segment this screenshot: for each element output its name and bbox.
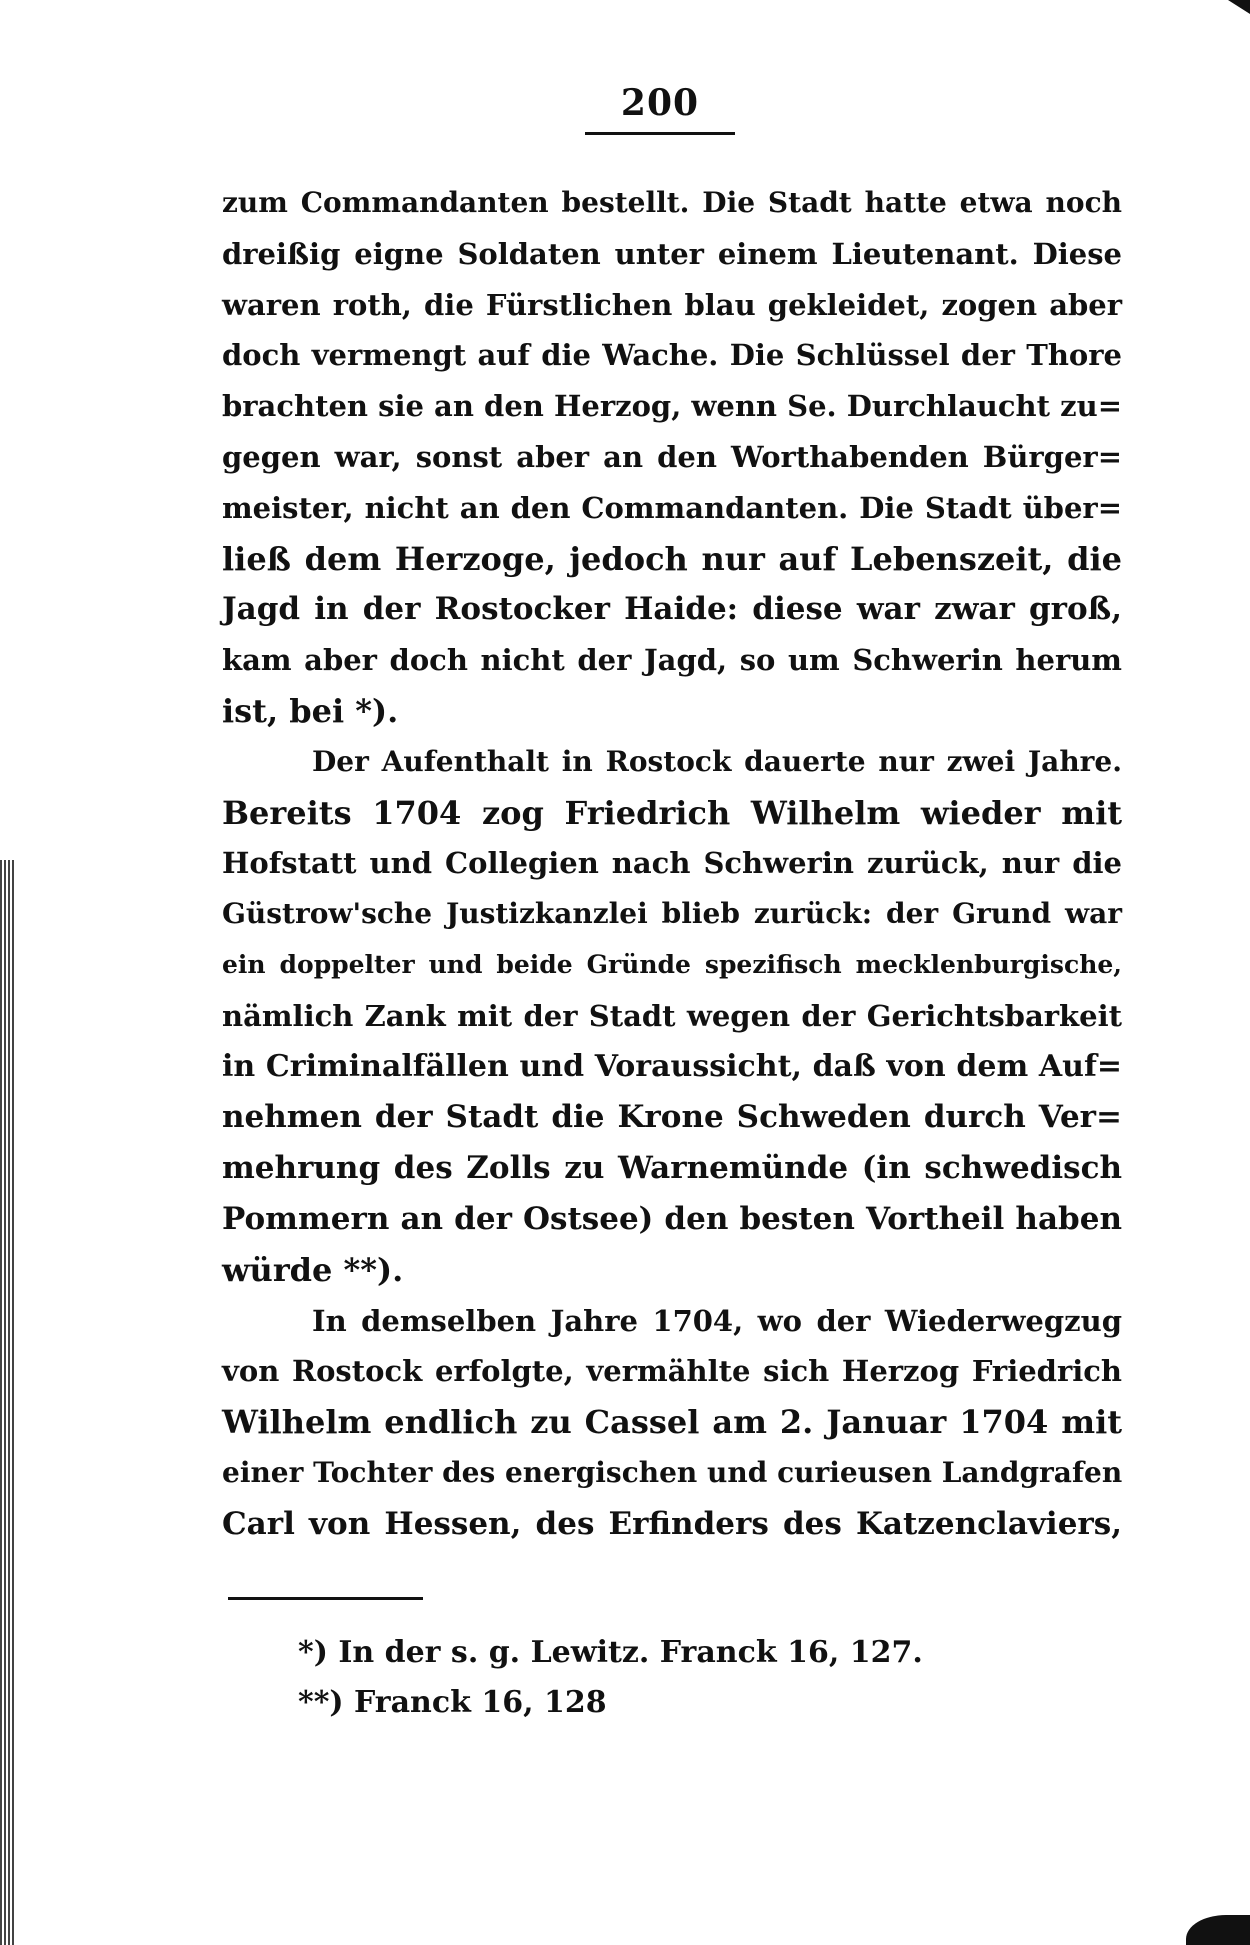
text-line: Der Aufenthalt in Rostock dauerte nur zwei Jahre. [312,744,1122,778]
text-line: doch vermengt auf die Wache. Die Schlüssel der Thore [222,338,1122,373]
text-line: Hofstatt und Collegien nach Schwerin zurück, nur die [222,846,1122,881]
text-line: Güstrow'sche Justizkanzlei blieb zurück: der Grund war [222,897,1122,931]
text-line: meister, nicht an den Commandanten. Die Stadt über= [222,490,1122,525]
footnotes [298,1628,998,1728]
body-text [222,178,1122,1550]
text-line: kam aber doch nicht der Jagd, so um Schwerin herum [222,643,1122,678]
text-line: ließ dem Herzoge, jedoch nur auf Lebenszeit, die [222,539,1122,578]
text-line: Carl von Hessen, des Erfinders des Katzenclaviers, [222,1505,1122,1542]
text-line: gegen war, sonst aber an den Worthabenden Bürger= [222,439,1122,474]
text-line: Jagd in der Rostocker Haide: diese war zwar groß, [222,591,1122,628]
text-line: in Criminalfällen und Voraussicht, daß von dem Auf= [222,1048,1122,1084]
text-line: waren roth, die Fürstlichen blau gekleidet, zogen aber [222,287,1122,322]
corner-blot [1186,1915,1250,1945]
text-line: zum Commandanten bestellt. Die Stadt hatte etwa noch [222,186,1122,219]
text-line: Pommern an der Ostsee) den besten Vortheil haben [222,1200,1122,1237]
text-line: würde **). [222,1250,404,1289]
binding-edge [0,860,14,1945]
text-line: Wilhelm endlich zu Cassel am 2. Januar 1704 mit [222,1403,1122,1442]
text-line: ein doppelter und beide Gründe spezifisch mecklenburgische, [222,949,1122,979]
page-number-rule [585,132,735,135]
text-line: einer Tochter des energischen und curieusen Landgrafen [222,1455,1123,1489]
corner-mark [1228,0,1250,14]
text-line: brachten sie an den Herzog, wenn Se. Durchlaucht zu= [222,389,1122,424]
text-line: In demselben Jahre 1704, wo der Wiederwegzug [312,1303,1122,1338]
text-line: mehrung des Zolls zu Warnemünde (in schwedisch [222,1150,1122,1187]
text-line: von Rostock erfolgte, vermählte sich Herzog Friedrich [222,1354,1122,1389]
page-number: 200 [620,82,700,124]
text-line: ist, bei *). [222,691,399,730]
footnote-rule [228,1597,423,1600]
text-line: nämlich Zank mit der Stadt wegen der Gerichtsbarkeit [222,998,1122,1033]
footnote: **) Franck 16, 128 [298,1685,607,1720]
footnote: *) In der s. g. Lewitz. Franck 16, 127. [298,1635,923,1670]
text-line: dreißig eigne Soldaten unter einem Lieutenant. Diese [222,236,1122,271]
text-line: nehmen der Stadt die Krone Schweden durch Ver= [222,1099,1122,1136]
text-line: Bereits 1704 zog Friedrich Wilhelm wieder mit [222,793,1122,832]
